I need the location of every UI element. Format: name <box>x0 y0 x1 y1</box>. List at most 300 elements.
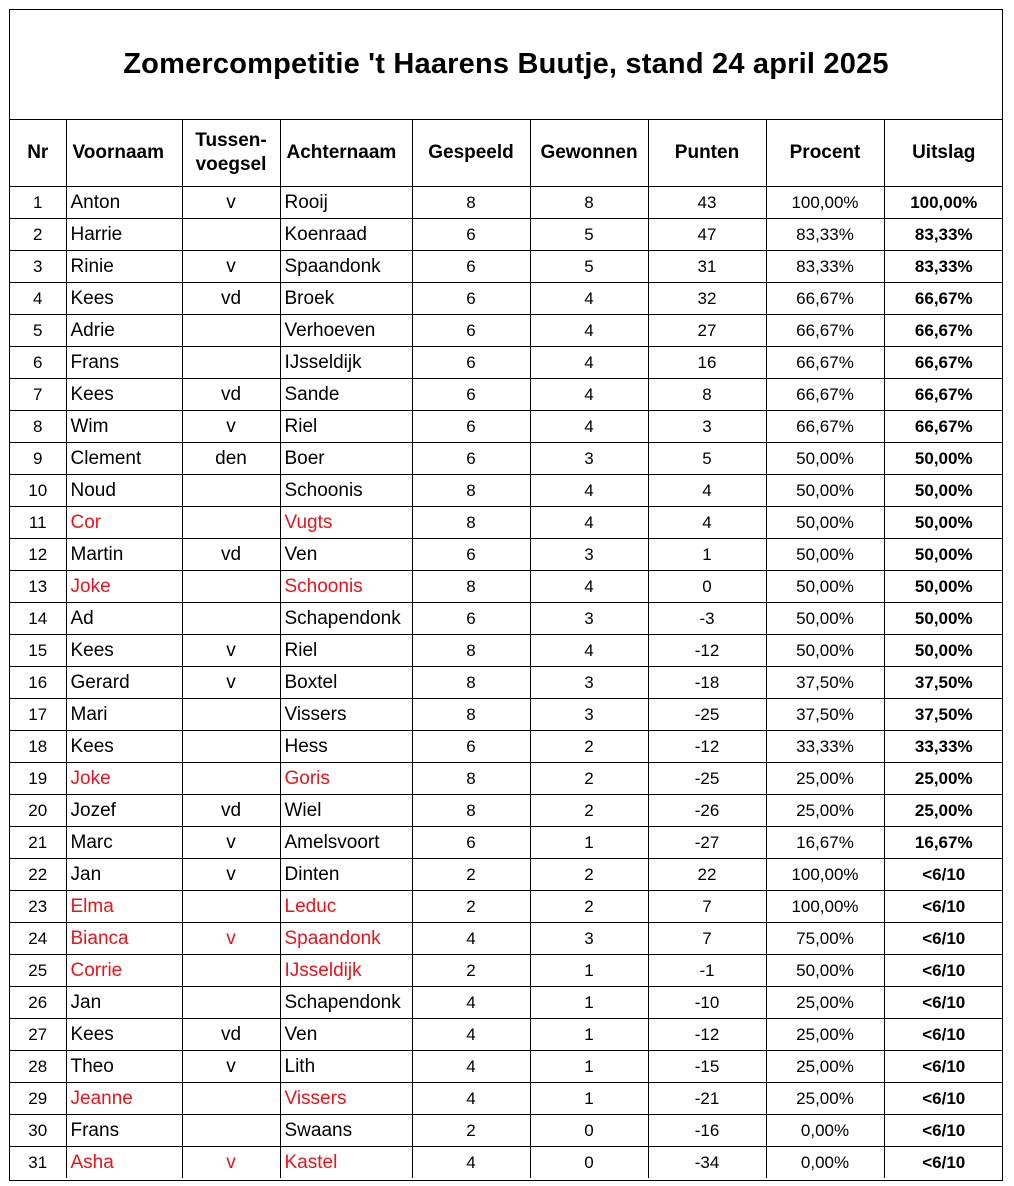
cell-uitslag: 37,50% <box>884 667 1003 699</box>
cell-achternaam: Schoonis <box>280 571 412 603</box>
cell-nr: 5 <box>10 315 66 347</box>
cell-gewonnen: 0 <box>530 1115 648 1147</box>
cell-achternaam: Hess <box>280 731 412 763</box>
cell-achternaam: Rooij <box>280 187 412 219</box>
cell-tussenvoegsel <box>182 1115 280 1147</box>
cell-nr: 18 <box>10 731 66 763</box>
cell-tussenvoegsel <box>182 763 280 795</box>
cell-achternaam: Vissers <box>280 699 412 731</box>
cell-nr: 15 <box>10 635 66 667</box>
cell-punten: -3 <box>648 603 766 635</box>
cell-achternaam: IJsseldijk <box>280 347 412 379</box>
cell-voornaam: Frans <box>66 1115 182 1147</box>
table-body <box>10 187 1003 1179</box>
cell-tussenvoegsel: vd <box>182 1019 280 1051</box>
cell-procent: 66,67% <box>766 411 884 443</box>
cell-procent: 50,00% <box>766 539 884 571</box>
cell-uitslag: <6/10 <box>884 1147 1003 1179</box>
cell-punten: 27 <box>648 315 766 347</box>
cell-punten: 22 <box>648 859 766 891</box>
cell-nr: 21 <box>10 827 66 859</box>
cell-punten: -34 <box>648 1147 766 1179</box>
cell-tussenvoegsel: vd <box>182 379 280 411</box>
cell-tussenvoegsel <box>182 347 280 379</box>
cell-uitslag: <6/10 <box>884 1083 1003 1115</box>
cell-achternaam: Verhoeven <box>280 315 412 347</box>
cell-voornaam: Jeanne <box>66 1083 182 1115</box>
cell-uitslag: 66,67% <box>884 411 1003 443</box>
cell-achternaam: Kastel <box>280 1147 412 1179</box>
cell-voornaam: Kees <box>66 1019 182 1051</box>
cell-procent: 66,67% <box>766 283 884 315</box>
cell-gespeeld: 8 <box>412 635 530 667</box>
cell-procent: 25,00% <box>766 1051 884 1083</box>
cell-nr: 20 <box>10 795 66 827</box>
col-header-gewonnen: Gewonnen <box>530 120 648 187</box>
cell-gespeeld: 6 <box>412 283 530 315</box>
table-row <box>10 763 1003 795</box>
cell-voornaam: Joke <box>66 763 182 795</box>
cell-tussenvoegsel <box>182 987 280 1019</box>
cell-procent: 100,00% <box>766 859 884 891</box>
cell-punten: -1 <box>648 955 766 987</box>
cell-uitslag: <6/10 <box>884 859 1003 891</box>
cell-punten: 1 <box>648 539 766 571</box>
cell-gewonnen: 2 <box>530 859 648 891</box>
cell-gewonnen: 1 <box>530 987 648 1019</box>
cell-punten: 0 <box>648 571 766 603</box>
cell-nr: 28 <box>10 1051 66 1083</box>
table-row <box>10 1019 1003 1051</box>
cell-gewonnen: 1 <box>530 955 648 987</box>
cell-gespeeld: 2 <box>412 1115 530 1147</box>
cell-gespeeld: 6 <box>412 731 530 763</box>
cell-gewonnen: 4 <box>530 379 648 411</box>
cell-tussenvoegsel: den <box>182 443 280 475</box>
cell-voornaam: Martin <box>66 539 182 571</box>
cell-gespeeld: 6 <box>412 379 530 411</box>
cell-procent: 50,00% <box>766 507 884 539</box>
cell-procent: 50,00% <box>766 571 884 603</box>
table-row <box>10 283 1003 315</box>
cell-punten: 47 <box>648 219 766 251</box>
cell-gewonnen: 2 <box>530 795 648 827</box>
cell-gespeeld: 2 <box>412 891 530 923</box>
cell-procent: 0,00% <box>766 1147 884 1179</box>
cell-procent: 75,00% <box>766 923 884 955</box>
cell-procent: 100,00% <box>766 187 884 219</box>
cell-gespeeld: 6 <box>412 219 530 251</box>
cell-gewonnen: 4 <box>530 315 648 347</box>
table-row <box>10 315 1003 347</box>
cell-gespeeld: 4 <box>412 987 530 1019</box>
cell-gewonnen: 1 <box>530 827 648 859</box>
cell-gespeeld: 6 <box>412 539 530 571</box>
cell-voornaam: Frans <box>66 347 182 379</box>
page-title: Zomercompetitie 't Haarens Buutje, stand 24 april 2025 <box>123 48 889 80</box>
table-row <box>10 1115 1003 1147</box>
cell-tussenvoegsel <box>182 891 280 923</box>
cell-tussenvoegsel <box>182 315 280 347</box>
standings-table <box>10 120 1003 1178</box>
cell-uitslag: 66,67% <box>884 283 1003 315</box>
cell-gewonnen: 3 <box>530 443 648 475</box>
cell-punten: 32 <box>648 283 766 315</box>
cell-punten: -21 <box>648 1083 766 1115</box>
table-row <box>10 731 1003 763</box>
cell-gewonnen: 3 <box>530 539 648 571</box>
cell-uitslag: 66,67% <box>884 315 1003 347</box>
cell-uitslag: 50,00% <box>884 539 1003 571</box>
cell-achternaam: Riel <box>280 411 412 443</box>
cell-punten: 5 <box>648 443 766 475</box>
cell-procent: 66,67% <box>766 347 884 379</box>
cell-procent: 16,67% <box>766 827 884 859</box>
table-row <box>10 699 1003 731</box>
cell-voornaam: Kees <box>66 379 182 411</box>
cell-gespeeld: 8 <box>412 699 530 731</box>
cell-punten: -15 <box>648 1051 766 1083</box>
cell-gewonnen: 2 <box>530 731 648 763</box>
cell-gespeeld: 2 <box>412 955 530 987</box>
cell-achternaam: Boer <box>280 443 412 475</box>
cell-uitslag: 16,67% <box>884 827 1003 859</box>
table-row <box>10 379 1003 411</box>
cell-voornaam: Anton <box>66 187 182 219</box>
cell-uitslag: 50,00% <box>884 475 1003 507</box>
cell-tussenvoegsel <box>182 219 280 251</box>
cell-uitslag: 50,00% <box>884 635 1003 667</box>
cell-uitslag: 25,00% <box>884 795 1003 827</box>
cell-gewonnen: 3 <box>530 923 648 955</box>
cell-punten: -25 <box>648 699 766 731</box>
table-row <box>10 571 1003 603</box>
cell-achternaam: Broek <box>280 283 412 315</box>
cell-punten: 16 <box>648 347 766 379</box>
cell-achternaam: Spaandonk <box>280 923 412 955</box>
cell-voornaam: Cor <box>66 507 182 539</box>
cell-gespeeld: 6 <box>412 827 530 859</box>
cell-uitslag: 83,33% <box>884 219 1003 251</box>
cell-gespeeld: 4 <box>412 1019 530 1051</box>
cell-procent: 66,67% <box>766 315 884 347</box>
cell-gespeeld: 6 <box>412 315 530 347</box>
table-row <box>10 827 1003 859</box>
cell-uitslag: 66,67% <box>884 347 1003 379</box>
cell-uitslag: 100,00% <box>884 187 1003 219</box>
cell-punten: -10 <box>648 987 766 1019</box>
table-row <box>10 347 1003 379</box>
cell-achternaam: Riel <box>280 635 412 667</box>
cell-gewonnen: 3 <box>530 667 648 699</box>
cell-nr: 27 <box>10 1019 66 1051</box>
cell-nr: 3 <box>10 251 66 283</box>
cell-achternaam: Sande <box>280 379 412 411</box>
table-row <box>10 859 1003 891</box>
cell-nr: 25 <box>10 955 66 987</box>
cell-procent: 25,00% <box>766 987 884 1019</box>
cell-gewonnen: 4 <box>530 635 648 667</box>
cell-punten: 8 <box>648 379 766 411</box>
cell-uitslag: 83,33% <box>884 251 1003 283</box>
cell-voornaam: Kees <box>66 731 182 763</box>
table-row <box>10 411 1003 443</box>
table-row <box>10 251 1003 283</box>
cell-procent: 25,00% <box>766 1019 884 1051</box>
cell-punten: -16 <box>648 1115 766 1147</box>
cell-uitslag: <6/10 <box>884 1019 1003 1051</box>
cell-achternaam: Vissers <box>280 1083 412 1115</box>
table-row <box>10 923 1003 955</box>
cell-achternaam: Schoonis <box>280 475 412 507</box>
cell-gespeeld: 8 <box>412 763 530 795</box>
cell-uitslag: <6/10 <box>884 955 1003 987</box>
cell-punten: 43 <box>648 187 766 219</box>
cell-gewonnen: 1 <box>530 1019 648 1051</box>
cell-uitslag: <6/10 <box>884 891 1003 923</box>
cell-tussenvoegsel <box>182 571 280 603</box>
cell-nr: 29 <box>10 1083 66 1115</box>
cell-gespeeld: 8 <box>412 507 530 539</box>
cell-voornaam: Mari <box>66 699 182 731</box>
cell-tussenvoegsel <box>182 475 280 507</box>
cell-gewonnen: 3 <box>530 603 648 635</box>
table-row <box>10 987 1003 1019</box>
cell-voornaam: Corrie <box>66 955 182 987</box>
cell-nr: 19 <box>10 763 66 795</box>
table-row <box>10 667 1003 699</box>
standings-sheet <box>9 9 1003 1181</box>
cell-punten: -27 <box>648 827 766 859</box>
cell-uitslag: <6/10 <box>884 1051 1003 1083</box>
cell-gespeeld: 6 <box>412 603 530 635</box>
cell-voornaam: Ad <box>66 603 182 635</box>
cell-procent: 37,50% <box>766 667 884 699</box>
cell-nr: 13 <box>10 571 66 603</box>
cell-gespeeld: 6 <box>412 443 530 475</box>
col-header-punten: Punten <box>648 120 766 187</box>
cell-voornaam: Jan <box>66 859 182 891</box>
cell-procent: 100,00% <box>766 891 884 923</box>
cell-uitslag: 33,33% <box>884 731 1003 763</box>
cell-gewonnen: 5 <box>530 251 648 283</box>
cell-punten: 4 <box>648 475 766 507</box>
col-header-nr: Nr <box>10 120 66 187</box>
cell-procent: 25,00% <box>766 795 884 827</box>
cell-gespeeld: 6 <box>412 347 530 379</box>
col-header-tussenvoegsel: Tussen- voegsel <box>182 120 280 187</box>
cell-achternaam: Ven <box>280 539 412 571</box>
cell-procent: 50,00% <box>766 443 884 475</box>
cell-procent: 0,00% <box>766 1115 884 1147</box>
cell-tussenvoegsel: v <box>182 667 280 699</box>
cell-achternaam: Leduc <box>280 891 412 923</box>
cell-achternaam: Schapendonk <box>280 987 412 1019</box>
cell-uitslag: 50,00% <box>884 603 1003 635</box>
cell-punten: -12 <box>648 635 766 667</box>
cell-tussenvoegsel: v <box>182 923 280 955</box>
col-header-gespeeld: Gespeeld <box>412 120 530 187</box>
cell-procent: 50,00% <box>766 475 884 507</box>
col-header-voornaam: Voornaam <box>66 120 182 187</box>
cell-punten: -12 <box>648 731 766 763</box>
cell-nr: 23 <box>10 891 66 923</box>
cell-punten: -26 <box>648 795 766 827</box>
cell-voornaam: Jozef <box>66 795 182 827</box>
cell-tussenvoegsel <box>182 731 280 763</box>
cell-procent: 25,00% <box>766 1083 884 1115</box>
cell-achternaam: Dinten <box>280 859 412 891</box>
cell-nr: 16 <box>10 667 66 699</box>
cell-voornaam: Jan <box>66 987 182 1019</box>
table-row <box>10 1147 1003 1179</box>
cell-nr: 31 <box>10 1147 66 1179</box>
cell-tussenvoegsel: v <box>182 251 280 283</box>
cell-punten: -25 <box>648 763 766 795</box>
cell-gespeeld: 6 <box>412 411 530 443</box>
table-row <box>10 891 1003 923</box>
cell-nr: 14 <box>10 603 66 635</box>
cell-gespeeld: 4 <box>412 1147 530 1179</box>
cell-voornaam: Adrie <box>66 315 182 347</box>
col-header-achternaam: Achternaam <box>280 120 412 187</box>
cell-voornaam: Theo <box>66 1051 182 1083</box>
cell-tussenvoegsel <box>182 603 280 635</box>
cell-achternaam: IJsseldijk <box>280 955 412 987</box>
cell-uitslag: 50,00% <box>884 571 1003 603</box>
cell-gespeeld: 2 <box>412 859 530 891</box>
cell-tussenvoegsel <box>182 699 280 731</box>
table-row <box>10 635 1003 667</box>
cell-gewonnen: 2 <box>530 891 648 923</box>
cell-procent: 33,33% <box>766 731 884 763</box>
table-row <box>10 603 1003 635</box>
cell-gewonnen: 0 <box>530 1147 648 1179</box>
cell-gespeeld: 4 <box>412 1083 530 1115</box>
cell-voornaam: Kees <box>66 283 182 315</box>
cell-nr: 4 <box>10 283 66 315</box>
cell-voornaam: Bianca <box>66 923 182 955</box>
cell-gewonnen: 4 <box>530 283 648 315</box>
cell-uitslag: 50,00% <box>884 507 1003 539</box>
cell-tussenvoegsel: v <box>182 411 280 443</box>
cell-gewonnen: 4 <box>530 347 648 379</box>
cell-uitslag: 66,67% <box>884 379 1003 411</box>
cell-achternaam: Ven <box>280 1019 412 1051</box>
header-row <box>10 120 1003 187</box>
cell-voornaam: Noud <box>66 475 182 507</box>
cell-gewonnen: 4 <box>530 571 648 603</box>
cell-nr: 26 <box>10 987 66 1019</box>
cell-gespeeld: 8 <box>412 571 530 603</box>
col-header-procent: Procent <box>766 120 884 187</box>
cell-gewonnen: 4 <box>530 411 648 443</box>
cell-gewonnen: 1 <box>530 1083 648 1115</box>
cell-achternaam: Goris <box>280 763 412 795</box>
cell-tussenvoegsel: v <box>182 1051 280 1083</box>
table-row <box>10 475 1003 507</box>
cell-voornaam: Clement <box>66 443 182 475</box>
cell-uitslag: <6/10 <box>884 1115 1003 1147</box>
cell-gewonnen: 5 <box>530 219 648 251</box>
cell-tussenvoegsel <box>182 507 280 539</box>
cell-achternaam: Amelsvoort <box>280 827 412 859</box>
cell-voornaam: Marc <box>66 827 182 859</box>
cell-punten: 7 <box>648 891 766 923</box>
col-header-uitslag: Uitslag <box>884 120 1003 187</box>
cell-voornaam: Elma <box>66 891 182 923</box>
cell-procent: 83,33% <box>766 219 884 251</box>
cell-achternaam: Spaandonk <box>280 251 412 283</box>
table-row <box>10 539 1003 571</box>
cell-nr: 1 <box>10 187 66 219</box>
cell-nr: 8 <box>10 411 66 443</box>
cell-achternaam: Vugts <box>280 507 412 539</box>
cell-voornaam: Rinie <box>66 251 182 283</box>
cell-voornaam: Wim <box>66 411 182 443</box>
table-row <box>10 219 1003 251</box>
cell-nr: 12 <box>10 539 66 571</box>
cell-gespeeld: 4 <box>412 1051 530 1083</box>
cell-tussenvoegsel: v <box>182 187 280 219</box>
cell-procent: 37,50% <box>766 699 884 731</box>
cell-voornaam: Kees <box>66 635 182 667</box>
cell-procent: 25,00% <box>766 763 884 795</box>
cell-nr: 10 <box>10 475 66 507</box>
cell-procent: 50,00% <box>766 955 884 987</box>
cell-tussenvoegsel: vd <box>182 795 280 827</box>
cell-procent: 50,00% <box>766 603 884 635</box>
cell-punten: 31 <box>648 251 766 283</box>
cell-voornaam: Asha <box>66 1147 182 1179</box>
cell-achternaam: Koenraad <box>280 219 412 251</box>
cell-tussenvoegsel: vd <box>182 283 280 315</box>
cell-achternaam: Boxtel <box>280 667 412 699</box>
cell-gespeeld: 6 <box>412 251 530 283</box>
cell-nr: 9 <box>10 443 66 475</box>
cell-tussenvoegsel: vd <box>182 539 280 571</box>
cell-voornaam: Harrie <box>66 219 182 251</box>
table-row <box>10 1083 1003 1115</box>
cell-nr: 6 <box>10 347 66 379</box>
cell-uitslag: 25,00% <box>884 763 1003 795</box>
cell-punten: -18 <box>648 667 766 699</box>
cell-gespeeld: 8 <box>412 187 530 219</box>
cell-tussenvoegsel: v <box>182 1147 280 1179</box>
cell-procent: 83,33% <box>766 251 884 283</box>
cell-gewonnen: 4 <box>530 475 648 507</box>
cell-voornaam: Gerard <box>66 667 182 699</box>
cell-procent: 50,00% <box>766 635 884 667</box>
cell-procent: 66,67% <box>766 379 884 411</box>
cell-gewonnen: 1 <box>530 1051 648 1083</box>
cell-tussenvoegsel: v <box>182 827 280 859</box>
cell-gespeeld: 4 <box>412 923 530 955</box>
table-row <box>10 187 1003 219</box>
cell-nr: 22 <box>10 859 66 891</box>
cell-gewonnen: 4 <box>530 507 648 539</box>
cell-nr: 30 <box>10 1115 66 1147</box>
cell-achternaam: Wiel <box>280 795 412 827</box>
cell-punten: 7 <box>648 923 766 955</box>
table-row <box>10 1051 1003 1083</box>
cell-voornaam: Joke <box>66 571 182 603</box>
cell-gewonnen: 2 <box>530 763 648 795</box>
cell-nr: 17 <box>10 699 66 731</box>
cell-nr: 2 <box>10 219 66 251</box>
title-box <box>10 10 1002 120</box>
cell-punten: 3 <box>648 411 766 443</box>
